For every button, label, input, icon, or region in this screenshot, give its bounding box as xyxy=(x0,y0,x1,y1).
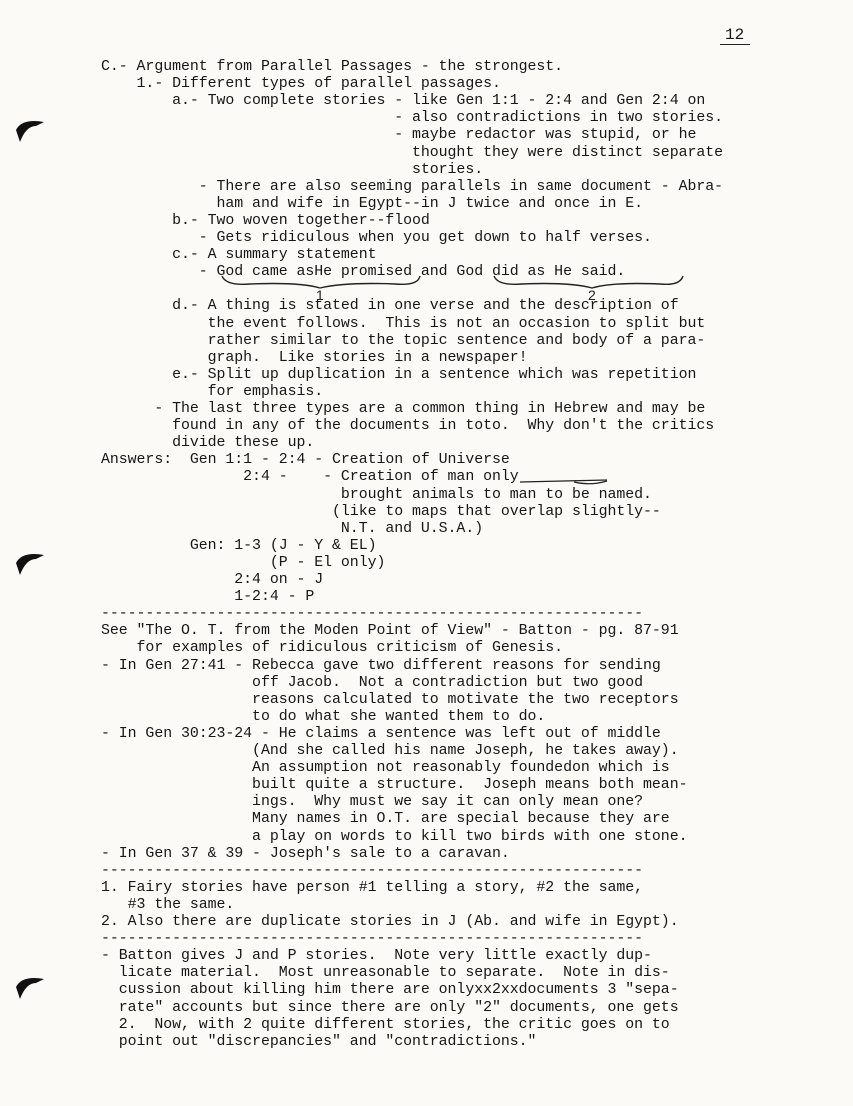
text-line: a.- Two complete stories - like Gen 1:1 - 2:4 and Gen 2:4 on xyxy=(101,93,706,110)
text-line: 1. Fairy stories have person #1 telling a story, #2 the same, xyxy=(101,879,644,896)
text-line: point out "discrepancies" and "contradictions." xyxy=(101,1033,537,1050)
text-line: rather similar to the topic sentence and body of a para- xyxy=(101,332,706,349)
text-line: built quite a structure. Joseph means both mean- xyxy=(101,777,688,794)
text-line: 2. Also there are duplicate stories in J (Ab. and wife in Egypt). xyxy=(101,914,679,930)
text-line: - also contradictions in two stories. xyxy=(101,110,724,127)
text-line: 1-2:4 - P xyxy=(101,589,315,606)
text-line: 2:4 - - Creation of man only xyxy=(101,469,519,486)
text-line: An assumption not reasonably foundedon which is xyxy=(101,760,670,777)
text-line: - In Gen 27:41 - Rebecca gave two different reasons for sending xyxy=(101,657,661,674)
text-line: thought they were distinct separate xyxy=(101,144,724,161)
text-line: a play on words to kill two birds with one stone. xyxy=(101,828,688,845)
brace-label-2: 2 xyxy=(588,287,596,303)
text-line: the event follows. This is not an occasion to split but xyxy=(101,315,706,332)
text-line: (P - El only) xyxy=(101,554,386,571)
text-line: divide these up. xyxy=(101,435,315,452)
text-line: to do what she wanted them to do. xyxy=(101,708,546,725)
man-only-underline xyxy=(520,480,607,484)
text-line: N.T. and U.S.A.) xyxy=(101,520,484,537)
text-line: 2:4 on - J xyxy=(101,572,324,588)
page-number: 12 xyxy=(725,26,745,44)
text-line: Gen: 1-3 (J - Y & EL) xyxy=(101,537,377,554)
text-line: - maybe redactor was stupid, or he xyxy=(101,127,697,144)
text-line: (And she called his name Joseph, he takes away). xyxy=(101,743,679,759)
text-line: - There are also seeming parallels in same document - Abra- xyxy=(101,178,724,195)
text-line: brought animals to man to be named. xyxy=(101,486,652,503)
text-line: for examples of ridiculous criticism of Genesis. xyxy=(101,640,564,657)
text-line: ------------------------------------------------------------- xyxy=(101,931,644,948)
text-line: - The last three types are a common thing in Hebrew and may be xyxy=(101,401,706,417)
text-line: rate" accounts but since there are only "2" documents, one gets xyxy=(101,999,679,1016)
text-line: ------------------------------------------------------------- xyxy=(101,606,644,623)
text-line: 1.- Different types of parallel passages. xyxy=(101,76,501,93)
text-line: - God came asHe promised and God did as He said. xyxy=(101,264,626,281)
text-line: e.- Split up duplication in a sentence which was repetition xyxy=(101,366,697,383)
text-line: licate material. Most unreasonable to separate. Note in dis- xyxy=(101,965,670,982)
text-line: ings. Why must we say it can only mean one? xyxy=(101,794,644,811)
text-line: b.- Two woven together--flood xyxy=(101,212,430,229)
text-line: #3 the same. xyxy=(101,896,235,913)
text-line: - In Gen 30:23-24 - He claims a sentence was left out of middle xyxy=(101,725,661,742)
text-line: (like to maps that overlap slightly-- xyxy=(101,503,661,520)
text-line: ham and wife in Egypt--in J twice and once in E. xyxy=(101,195,644,212)
text-line: See "The O. T. from the Moden Point of View" - Batton - pg. 87-91 xyxy=(101,623,679,640)
text-line: ------------------------------------------------------------- xyxy=(101,862,644,879)
text-line: - Gets ridiculous when you get down to half verses. xyxy=(101,230,652,246)
text-line: c.- A summary statement xyxy=(101,247,377,264)
text-line: for emphasis. xyxy=(101,383,324,400)
text-line: off Jacob. Not a contradiction but two good xyxy=(101,674,644,691)
text-line: C.- Argument from Parallel Passages - the strongest. xyxy=(101,59,564,75)
brace-label-1: 1 xyxy=(316,287,324,303)
text-line: Answers: Gen 1:1 - 2:4 - Creation of Universe xyxy=(101,452,510,469)
text-line: graph. Like stories in a newspaper! xyxy=(101,349,528,366)
text-line: cussion about killing him there are onlyxx2xxdocuments 3 "sepa- xyxy=(101,982,679,999)
text-line: reasons calculated to motivate the two receptors xyxy=(101,691,679,708)
text-line: Many names in O.T. are special because they are xyxy=(101,811,670,828)
text-line: - Batton gives J and P stories. Note very little exactly dup- xyxy=(101,948,652,965)
text-line: stories. xyxy=(101,161,484,178)
text-line: - In Gen 37 & 39 - Joseph's sale to a caravan. xyxy=(101,845,510,862)
text-line: found in any of the documents in toto. Why don't the critics xyxy=(101,418,715,435)
text-line: 2. Now, with 2 quite different stories, the critic goes on to xyxy=(101,1016,670,1033)
text-line: d.- A thing is stated in one verse and the description of xyxy=(101,298,679,315)
